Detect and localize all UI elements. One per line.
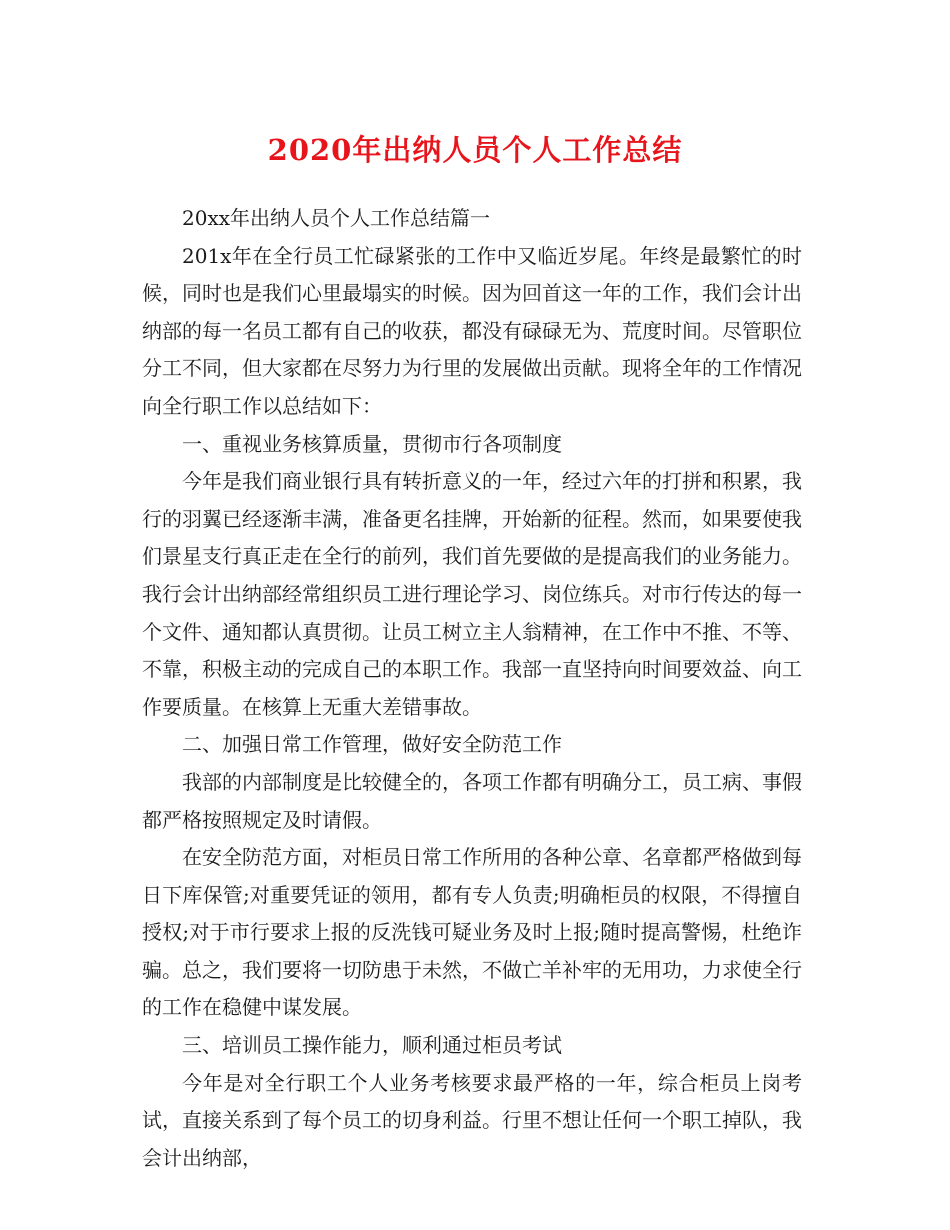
- paragraph-section-2b: 在安全防范方面，对柜员日常工作所用的各种公章、名章都严格做到每日下库保管;对重要凭证的领用，都有专人负责;明确柜员的权限，不得擅自授权;对于市行要求上报的反洗钱可疑业务及时上报;随时提高警惕，杜绝诈骗。总之，我们要将一切防患于未然，不做亡羊补牢的无用功，力求使全行的工作在稳健中谋发展。: [142, 845, 802, 1020]
- section-heading-1: 一、重视业务核算质量，贯彻市行各项制度: [182, 431, 562, 456]
- document-body: [142, 200, 802, 1177]
- paragraph-intro: 201x年在全行员工忙碌紧张的工作中又临近岁尾。年终是最繁忙的时候，同时也是我们心里最塌实的时候。因为回首这一年的工作，我们会计出纳部的每一名员工都有自己的收获，都没有碌碌无为、荒度时间。尽管职位分工不同，但大家都在尽努力为行里的发展做出贡献。现将全年的工作情况向全行职工作以总结如下：: [142, 243, 802, 418]
- paragraph-subtitle: 20xx年出纳人员个人工作总结篇一: [182, 206, 491, 230]
- document-title: 2020年出纳人员个人工作总结: [267, 133, 683, 167]
- paragraph-section-2a: 我部的内部制度是比较健全的，各项工作都有明确分工，员工病、事假都严格按照规定及时请假。: [142, 769, 802, 832]
- section-heading-3: 三、培训员工操作能力，顺利通过柜员考试: [182, 1033, 562, 1058]
- paragraph-section-3: 今年是对全行职工个人业务考核要求最严格的一年，综合柜员上岗考试，直接关系到了每个员工的切身利益。行里不想让任何一个职工掉队，我会计出纳部，: [142, 1070, 802, 1170]
- paragraph-section-1: 今年是我们商业银行具有转折意义的一年，经过六年的打拼和积累，我行的羽翼已经逐渐丰满，准备更名挂牌，开始新的征程。然而，如果要使我们景星支行真正走在全行的前列，我们首先要做的是提高我们的业务能力。我行会计出纳部经常组织员工进行理论学习、岗位练兵。对市行传达的每一个文件、通知都认真贯彻。让员工树立主人翁精神，在工作中不推、不等、不靠，积极主动的完成自己的本职工作。我部一直坚持向时间要效益、向工作要质量。在核算上无重大差错事故。: [142, 469, 802, 719]
- section-heading-2: 二、加强日常工作管理，做好安全防范工作: [182, 732, 562, 757]
